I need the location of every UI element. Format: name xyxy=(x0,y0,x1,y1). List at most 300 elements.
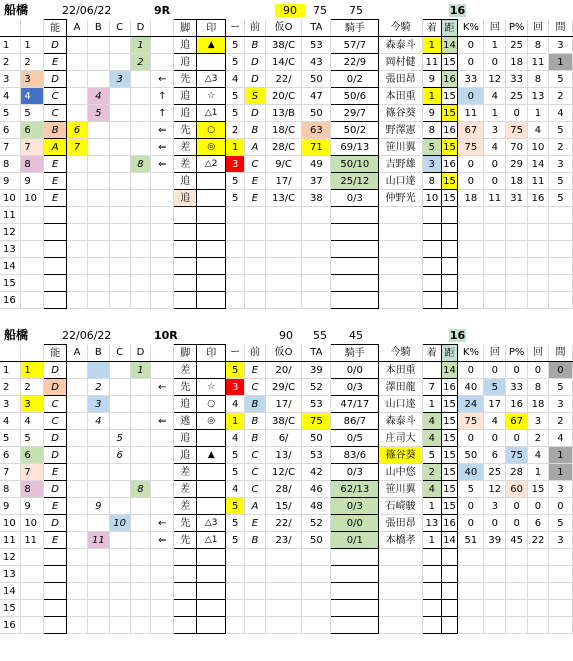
cell-kp: 40 xyxy=(458,464,484,481)
cell-kp: 18 xyxy=(458,190,484,207)
table-row xyxy=(0,362,573,379)
cell-kon: 山口達 xyxy=(379,173,423,190)
cell-kon: 山口達 xyxy=(379,396,423,413)
cell-kon: 森泰斗 xyxy=(379,37,423,54)
col-header-row xyxy=(0,345,21,362)
col-header-nou: 能 xyxy=(44,345,67,362)
cell-chaku xyxy=(422,292,441,309)
cell-d xyxy=(130,549,151,566)
cell-dash: 5 xyxy=(226,532,245,549)
col-header-kai1: 回 xyxy=(484,345,506,362)
cell-shirushi: △2 xyxy=(197,156,226,173)
cell-kai2: 4 xyxy=(528,122,549,139)
cell-chaku: 3 xyxy=(422,156,441,173)
col-header-nou: 能 xyxy=(44,20,67,37)
cell-chaku: 5 xyxy=(422,139,441,156)
cell-kp xyxy=(458,275,484,292)
cell-kai2: 0 xyxy=(528,362,549,379)
cell-pp: 0 xyxy=(506,515,528,532)
cell-chaku: 1 xyxy=(422,37,441,54)
cell-shirushi xyxy=(197,481,226,498)
cell-c xyxy=(109,549,130,566)
cell-kyori: 16 xyxy=(441,71,458,88)
col-header-zen: 前 xyxy=(245,345,266,362)
cell-c xyxy=(109,617,130,634)
cell-kon xyxy=(379,224,423,241)
cell-kari xyxy=(265,258,301,275)
cell-kan xyxy=(548,617,572,634)
cell-kari: 20/ xyxy=(265,362,301,379)
cell-kan xyxy=(548,241,572,258)
cell-kan xyxy=(548,275,572,292)
cell-jockey: 25/12 xyxy=(331,173,379,190)
cell-d xyxy=(130,532,151,549)
cell-kyaku xyxy=(174,224,197,241)
cell-kai1: 17 xyxy=(484,396,506,413)
cell-kon: 本田重 xyxy=(379,88,423,105)
cell-num: 11 xyxy=(21,532,44,549)
table-row xyxy=(0,515,573,532)
cell-pp: 18 xyxy=(506,54,528,71)
cell-kari: 38/C xyxy=(265,413,301,430)
cell-b xyxy=(87,515,109,532)
cell-ta: 63 xyxy=(302,122,331,139)
table-row xyxy=(0,105,573,122)
cell-arrow xyxy=(151,566,174,583)
cell-kyaku: 追 xyxy=(174,190,197,207)
cell-b xyxy=(87,447,109,464)
cell-kan xyxy=(548,583,572,600)
cell-shirushi xyxy=(197,292,226,309)
cell-ta xyxy=(302,292,331,309)
cell-shirushi: △1 xyxy=(197,105,226,122)
cell-a xyxy=(67,583,88,600)
cell-kai1: 0 xyxy=(484,173,506,190)
cell-ta: 50 xyxy=(302,71,331,88)
cell-kai2: 8 xyxy=(528,37,549,54)
cell-c xyxy=(109,54,130,71)
cell-row: 16 xyxy=(0,617,21,634)
col-header-kan: 間 xyxy=(548,20,572,37)
cell-pp xyxy=(506,275,528,292)
cell-kyori xyxy=(441,275,458,292)
cell-kai1: 6 xyxy=(484,447,506,464)
cell-chaku: 4 xyxy=(422,481,441,498)
cell-jockey xyxy=(331,224,379,241)
cell-kari: 29/C xyxy=(265,379,301,396)
cell-shirushi xyxy=(197,464,226,481)
cell-chaku: 1 xyxy=(422,532,441,549)
cell-dash xyxy=(226,258,245,275)
col-header-dash: ー xyxy=(226,345,245,362)
cell-a xyxy=(67,379,88,396)
cell-arrow xyxy=(151,207,174,224)
cell-ta: 38 xyxy=(302,190,331,207)
cell-kon: 森泰斗 xyxy=(379,413,423,430)
track-name: 船橋 xyxy=(4,328,29,342)
race-table-10r xyxy=(0,327,573,634)
cell-row: 5 xyxy=(0,105,21,122)
cell-kai1 xyxy=(484,617,506,634)
cell-kai2 xyxy=(528,583,549,600)
cell-kai1: 12 xyxy=(484,481,506,498)
cell-chaku xyxy=(422,600,441,617)
col-header-ta: TA xyxy=(302,345,331,362)
cell-kyaku: 差 xyxy=(174,498,197,515)
cell-ta xyxy=(302,583,331,600)
cell-kari xyxy=(265,241,301,258)
cell-kai1: 0 xyxy=(484,515,506,532)
cell-d xyxy=(130,464,151,481)
cell-arrow: ← xyxy=(151,515,174,532)
cell-dash: 1 xyxy=(226,413,245,430)
race-date: 22/06/22 xyxy=(62,329,112,342)
cell-a xyxy=(67,224,88,241)
col-header-kp: K% xyxy=(458,345,484,362)
col-header-kon: 今騎 xyxy=(379,20,423,37)
cell-chaku xyxy=(422,241,441,258)
cell-pp: 67 xyxy=(506,413,528,430)
cell-nou xyxy=(44,549,67,566)
cell-b xyxy=(87,139,109,156)
cell-ta: 50 xyxy=(302,532,331,549)
cell-b xyxy=(87,292,109,309)
cell-num: 5 xyxy=(21,430,44,447)
cell-b xyxy=(87,430,109,447)
cell-kan xyxy=(548,224,572,241)
cell-kyori: 16 xyxy=(441,515,458,532)
cell-d: 1 xyxy=(130,362,151,379)
cell-kai1: 11 xyxy=(484,190,506,207)
cell-kyaku: 追 xyxy=(174,447,197,464)
cell-kari xyxy=(265,617,301,634)
cell-kari xyxy=(265,549,301,566)
cell-d xyxy=(130,396,151,413)
cell-nou: B xyxy=(44,122,67,139)
cell-kyori: 15 xyxy=(441,413,458,430)
cell-kyori: 15 xyxy=(441,139,458,156)
cell-d xyxy=(130,173,151,190)
cell-kan: 3 xyxy=(548,37,572,54)
cell-jockey xyxy=(331,241,379,258)
cell-d xyxy=(130,617,151,634)
cell-kai2: 2 xyxy=(528,430,549,447)
cell-kyori: 15 xyxy=(441,190,458,207)
race-number: 10R xyxy=(154,329,178,342)
cell-row: 6 xyxy=(0,447,21,464)
cell-shirushi xyxy=(197,549,226,566)
track-name: 船橋 xyxy=(4,3,29,17)
cell-dash: 5 xyxy=(226,173,245,190)
cell-arrow xyxy=(151,54,174,71)
cell-kai2 xyxy=(528,566,549,583)
cell-nou: C xyxy=(44,413,67,430)
cell-kai1 xyxy=(484,258,506,275)
cell-d xyxy=(130,379,151,396)
cell-kan: 0 xyxy=(548,362,572,379)
cell-row: 12 xyxy=(0,224,21,241)
cell-kyaku: 差 xyxy=(174,139,197,156)
header-value-3: 45 xyxy=(349,329,363,342)
cell-b xyxy=(87,37,109,54)
cell-dash: 5 xyxy=(226,515,245,532)
cell-a xyxy=(67,258,88,275)
cell-chaku: 7 xyxy=(422,379,441,396)
cell-kyaku xyxy=(174,549,197,566)
cell-jockey xyxy=(331,275,379,292)
cell-kai2 xyxy=(528,207,549,224)
cell-kyaku: 追 xyxy=(174,88,197,105)
cell-kp: 0 xyxy=(458,362,484,379)
cell-kai2 xyxy=(528,241,549,258)
cell-zen: D xyxy=(245,105,266,122)
cell-kari xyxy=(265,292,301,309)
cell-kon: 仲野光 xyxy=(379,190,423,207)
cell-kai1: 0 xyxy=(484,430,506,447)
cell-shirushi xyxy=(197,617,226,634)
cell-kyori xyxy=(441,600,458,617)
cell-row: 9 xyxy=(0,498,21,515)
col-header-dash: ー xyxy=(226,20,245,37)
cell-kyori: 15 xyxy=(441,447,458,464)
cell-kon: 岡村健 xyxy=(379,54,423,71)
col-header-a: A xyxy=(67,20,88,37)
cell-chaku xyxy=(422,258,441,275)
cell-d xyxy=(130,190,151,207)
cell-b xyxy=(87,190,109,207)
cell-kon xyxy=(379,566,423,583)
cell-c xyxy=(109,532,130,549)
column-header-row xyxy=(0,20,573,37)
cell-c xyxy=(109,275,130,292)
cell-shirushi: ◎ xyxy=(197,413,226,430)
cell-kp: 0 xyxy=(458,156,484,173)
cell-row: 15 xyxy=(0,275,21,292)
cell-d: 8 xyxy=(130,481,151,498)
cell-arrow xyxy=(151,447,174,464)
cell-kai2: 1 xyxy=(528,105,549,122)
cell-kai1 xyxy=(484,224,506,241)
cell-row: 4 xyxy=(0,413,21,430)
cell-a xyxy=(67,617,88,634)
col-header-kai2: 回 xyxy=(528,20,549,37)
cell-pp xyxy=(506,224,528,241)
cell-kp xyxy=(458,292,484,309)
cell-d xyxy=(130,258,151,275)
cell-b: 9 xyxy=(87,498,109,515)
cell-zen: A xyxy=(245,139,266,156)
cell-kyori: 15 xyxy=(441,173,458,190)
cell-dash xyxy=(226,224,245,241)
cell-d xyxy=(130,122,151,139)
cell-kon: 野澤憲 xyxy=(379,122,423,139)
cell-kon: 張田昂 xyxy=(379,515,423,532)
cell-kyori: 14 xyxy=(441,362,458,379)
cell-kan: 5 xyxy=(548,122,572,139)
cell-c xyxy=(109,464,130,481)
cell-ta: 53 xyxy=(302,447,331,464)
cell-kan xyxy=(548,549,572,566)
cell-nou xyxy=(44,224,67,241)
cell-ta: 39 xyxy=(302,362,331,379)
cell-row: 6 xyxy=(0,122,21,139)
cell-zen: D xyxy=(245,71,266,88)
cell-kon: 笹川翼 xyxy=(379,481,423,498)
cell-arrow xyxy=(151,617,174,634)
cell-kp: 0 xyxy=(458,515,484,532)
table-row xyxy=(0,122,573,139)
cell-nou: E xyxy=(44,156,67,173)
cell-kyaku: 追 xyxy=(174,105,197,122)
cell-chaku: 9 xyxy=(422,71,441,88)
cell-dash xyxy=(226,292,245,309)
cell-kyaku: 逃 xyxy=(174,413,197,430)
cell-kp: 51 xyxy=(458,532,484,549)
cell-kai1: 3 xyxy=(484,498,506,515)
cell-row: 14 xyxy=(0,258,21,275)
cell-arrow: ↑ xyxy=(151,105,174,122)
cell-pp: 28 xyxy=(506,464,528,481)
cell-shirushi xyxy=(197,362,226,379)
cell-num xyxy=(21,617,44,634)
cell-kp: 0 xyxy=(458,173,484,190)
cell-zen xyxy=(245,275,266,292)
cell-row: 8 xyxy=(0,481,21,498)
cell-kyaku: 先 xyxy=(174,71,197,88)
cell-row: 10 xyxy=(0,190,21,207)
cell-kon xyxy=(379,583,423,600)
col-header-arrow xyxy=(151,345,174,362)
cell-zen: E xyxy=(245,362,266,379)
cell-kp: 33 xyxy=(458,71,484,88)
cell-kp xyxy=(458,566,484,583)
cell-num: 9 xyxy=(21,173,44,190)
cell-kon xyxy=(379,258,423,275)
cell-jockey xyxy=(331,583,379,600)
cell-a xyxy=(67,241,88,258)
cell-kai1: 1 xyxy=(484,105,506,122)
table-row xyxy=(0,498,573,515)
cell-zen xyxy=(245,224,266,241)
col-header-arrow xyxy=(151,20,174,37)
col-header-d: D xyxy=(130,20,151,37)
cell-c xyxy=(109,105,130,122)
cell-kyori: 16 xyxy=(441,122,458,139)
cell-arrow xyxy=(151,37,174,54)
cell-a xyxy=(67,600,88,617)
cell-row: 3 xyxy=(0,71,21,88)
race-date: 22/06/22 xyxy=(62,4,112,17)
cell-jockey: 86/7 xyxy=(331,413,379,430)
cell-pp xyxy=(506,583,528,600)
cell-ta xyxy=(302,275,331,292)
cell-pp: 60 xyxy=(506,481,528,498)
cell-kyaku xyxy=(174,275,197,292)
cell-c xyxy=(109,396,130,413)
cell-row: 7 xyxy=(0,139,21,156)
cell-shirushi xyxy=(197,258,226,275)
cell-kp xyxy=(458,583,484,600)
cell-pp: 0 xyxy=(506,430,528,447)
cell-zen: C xyxy=(245,447,266,464)
cell-kon: 本田重 xyxy=(379,362,423,379)
cell-ta: 53 xyxy=(302,396,331,413)
cell-kai2 xyxy=(528,275,549,292)
cell-kari xyxy=(265,224,301,241)
cell-b xyxy=(87,464,109,481)
cell-c xyxy=(109,173,130,190)
cell-a xyxy=(67,71,88,88)
cell-nou: D xyxy=(44,37,67,54)
header-value-1: 90 xyxy=(275,4,305,17)
cell-arrow xyxy=(151,173,174,190)
cell-kari: 22/ xyxy=(265,515,301,532)
cell-nou: E xyxy=(44,190,67,207)
cell-jockey: 69/13 xyxy=(331,139,379,156)
cell-kp xyxy=(458,224,484,241)
cell-num: 3 xyxy=(21,71,44,88)
cell-num: 7 xyxy=(21,464,44,481)
cell-chaku: 4 xyxy=(422,413,441,430)
cell-kon: 石崎駿 xyxy=(379,498,423,515)
cell-c xyxy=(109,258,130,275)
cell-kan: 1 xyxy=(548,447,572,464)
cell-shirushi: ○ xyxy=(197,122,226,139)
horse-table xyxy=(0,344,573,634)
cell-b xyxy=(87,258,109,275)
cell-kyaku xyxy=(174,566,197,583)
cell-kari xyxy=(265,600,301,617)
cell-kp xyxy=(458,258,484,275)
cell-zen xyxy=(245,617,266,634)
cell-d xyxy=(130,515,151,532)
cell-ta: 53 xyxy=(302,37,331,54)
cell-kon: 篠谷葵 xyxy=(379,447,423,464)
cell-c: 3 xyxy=(109,71,130,88)
cell-nou: E xyxy=(44,173,67,190)
cell-c xyxy=(109,413,130,430)
cell-jockey xyxy=(331,292,379,309)
cell-num: 7 xyxy=(21,139,44,156)
cell-pp: 29 xyxy=(506,156,528,173)
cell-ta: 48 xyxy=(302,498,331,515)
cell-num xyxy=(21,258,44,275)
cell-ta: 42 xyxy=(302,464,331,481)
table-row xyxy=(0,156,573,173)
cell-num xyxy=(21,224,44,241)
cell-arrow xyxy=(151,258,174,275)
cell-nou xyxy=(44,583,67,600)
cell-jockey: 0/0 xyxy=(331,515,379,532)
cell-kyori xyxy=(441,566,458,583)
cell-kp: 0 xyxy=(458,430,484,447)
col-header-c: C xyxy=(109,20,130,37)
col-header-kari: 仮O xyxy=(265,345,301,362)
cell-jockey: 50/10 xyxy=(331,156,379,173)
cell-ta: 50 xyxy=(302,105,331,122)
cell-kyori: 15 xyxy=(441,498,458,515)
cell-c xyxy=(109,379,130,396)
cell-dash: 5 xyxy=(226,54,245,71)
cell-d xyxy=(130,566,151,583)
cell-jockey: 0/3 xyxy=(331,379,379,396)
cell-kyaku: 差 xyxy=(174,481,197,498)
cell-kai2 xyxy=(528,292,549,309)
cell-kai1: 0 xyxy=(484,156,506,173)
cell-d xyxy=(130,498,151,515)
cell-row: 3 xyxy=(0,396,21,413)
col-header-kyaku: 脚 xyxy=(174,345,197,362)
